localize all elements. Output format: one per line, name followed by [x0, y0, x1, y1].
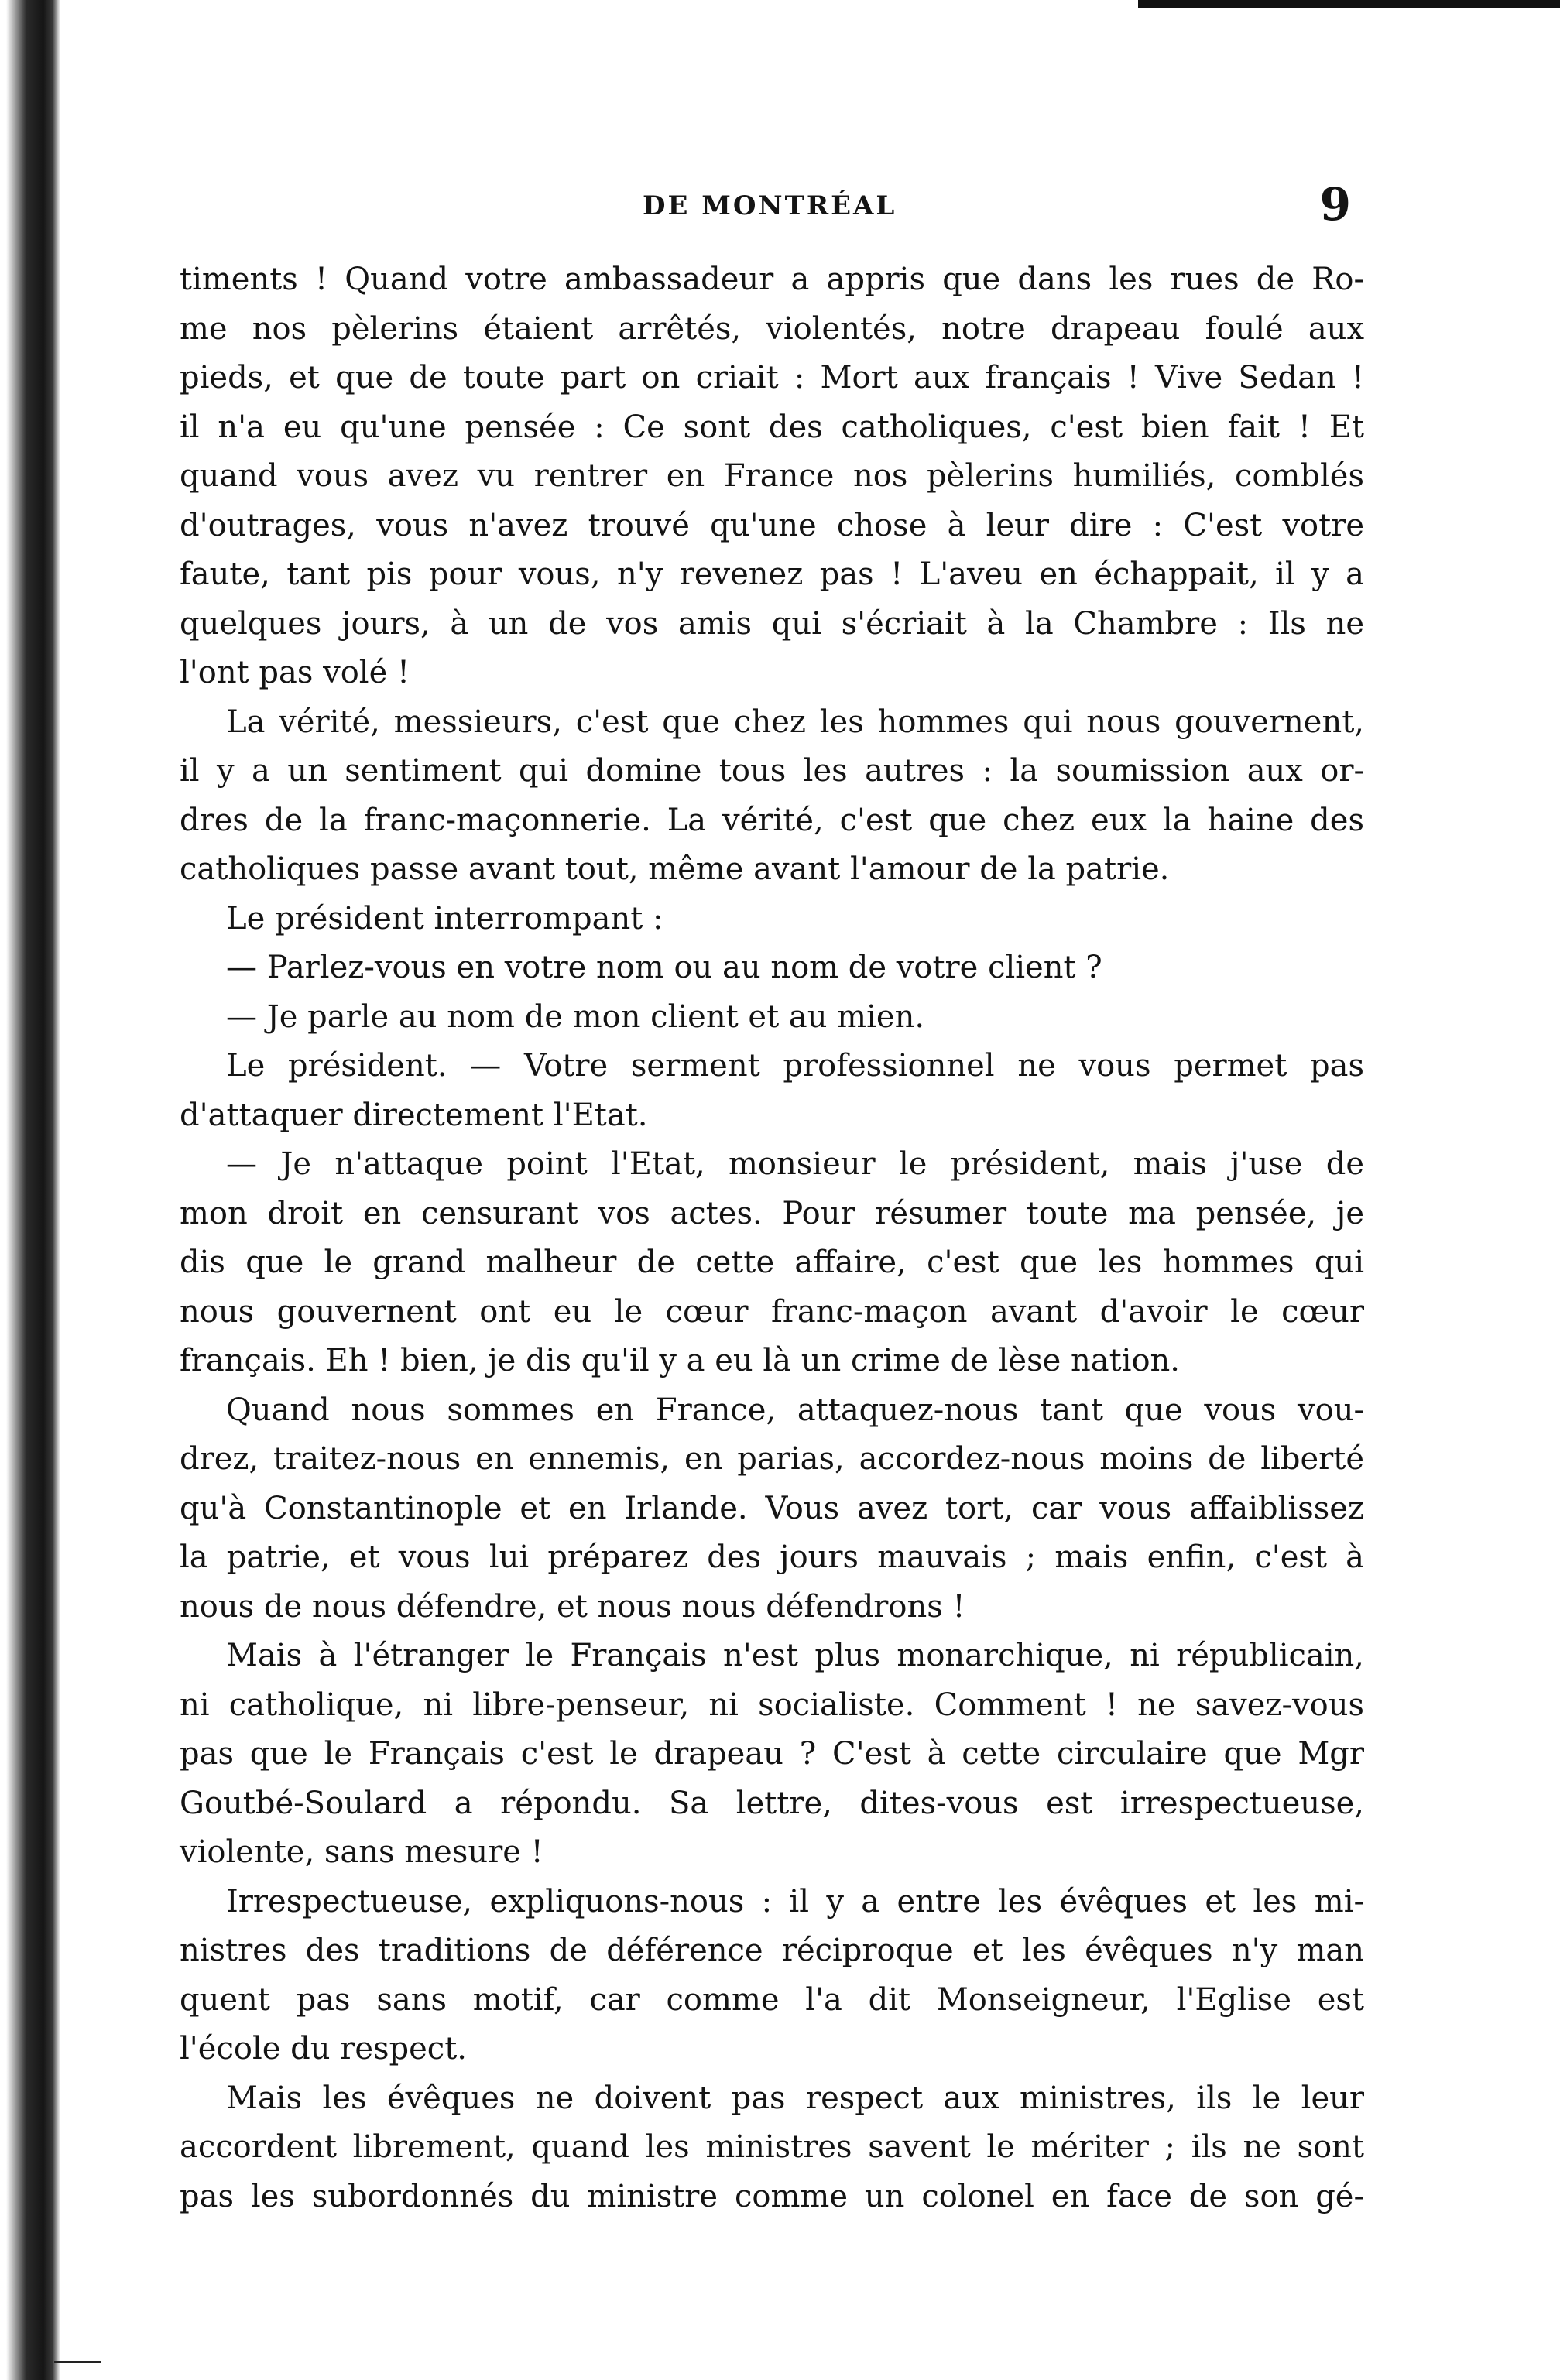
- text-line: Goutbé-Soulard a répondu. Sa lettre, dites-vous est irrespectueuse,: [180, 1785, 1364, 1821]
- text-line: catholiques passe avant tout, même avant l'amour de la patrie.: [180, 851, 1170, 887]
- text-line: d'outrages, vous n'avez trouvé qu'une chose à leur dire : C'est votre: [180, 507, 1364, 543]
- text-line: Le président interrompant :: [226, 900, 663, 937]
- text-line: Le président. — Votre serment professionnel ne vous permet pas: [226, 1048, 1364, 1084]
- text-line: drez, traitez-nous en ennemis, en parias, accordez-nous moins de liberté: [180, 1441, 1364, 1477]
- text-line: pas les subordonnés du ministre comme un colonel en face de son gé-: [180, 2178, 1364, 2214]
- running-title: DE MONTRÉAL: [643, 190, 897, 221]
- text-line: Quand nous sommes en France, attaquez-nous tant que vous vou-: [226, 1392, 1364, 1428]
- text-line: dis que le grand malheur de cette affaire, c'est que les hommes qui: [180, 1245, 1364, 1280]
- text-line: l'école du respect.: [180, 2031, 467, 2067]
- text-line: l'ont pas volé !: [180, 655, 410, 690]
- text-line: la patrie, et vous lui préparez des jours mauvais ; mais enfin, c'est à: [180, 1539, 1364, 1575]
- text-line: — Je n'attaque point l'Etat, monsieur le président, mais j'use de: [226, 1146, 1364, 1182]
- text-line: La vérité, messieurs, c'est que chez les hommes qui nous gouvernent,: [226, 704, 1364, 740]
- text-line: faute, tant pis pour vous, n'y revenez pas ! L'aveu en échappait, il y a: [180, 556, 1364, 592]
- text-line: Mais à l'étranger le Français n'est plus monarchique, ni républicain,: [226, 1638, 1364, 1673]
- text-line: quand vous avez vu rentrer en France nos pèlerins humiliés, comblés: [180, 458, 1364, 494]
- top-rule: [1138, 0, 1560, 8]
- text-line: nous gouvernent ont eu le cœur franc-maçon avant d'avoir le cœur: [180, 1293, 1364, 1330]
- body-text: [180, 255, 1364, 2221]
- text-line: timents ! Quand votre ambassadeur a appris que dans les rues de Ro-: [180, 262, 1364, 297]
- text-line: il y a un sentiment qui domine tous les autres : la soumission aux or-: [180, 753, 1364, 789]
- text-line: violente, sans mesure !: [180, 1834, 543, 1870]
- text-line: mon droit en censurant vos actes. Pour résumer toute ma pensée, je: [180, 1195, 1364, 1231]
- text-line: ni catholique, ni libre-penseur, ni socialiste. Comment ! ne savez-vous: [180, 1687, 1364, 1723]
- text-line: nistres des traditions de déférence réciproque et les évêques n'y man: [180, 1933, 1364, 1968]
- page-corner-mark: [54, 2361, 101, 2363]
- text-line: quent pas sans motif, car comme l'a dit Monseigneur, l'Eglise est: [180, 1981, 1364, 2018]
- text-line: — Parlez-vous en votre nom ou au nom de votre client ?: [226, 950, 1102, 985]
- text-line: quelques jours, à un de vos amis qui s'écriait à la Chambre : Ils ne: [180, 605, 1364, 642]
- text-line: français. Eh ! bien, je dis qu'il y a eu là un crime de lèse nation.: [180, 1343, 1181, 1378]
- text-line: dres de la franc-maçonnerie. La vérité, c'est que chez eux la haine des: [180, 802, 1364, 838]
- text-line: il n'a eu qu'une pensée : Ce sont des catholiques, c'est bien fait ! Et: [180, 409, 1364, 445]
- text-line: Irrespectueuse, expliquons-nous : il y a entre les évêques et les mi-: [226, 1883, 1364, 1919]
- text-line: nous de nous défendre, et nous nous défendrons !: [180, 1588, 965, 1625]
- text-line: qu'à Constantinople et en Irlande. Vous avez tort, car vous affaiblissez: [180, 1490, 1364, 1526]
- text-line: d'attaquer directement l'Etat.: [180, 1097, 648, 1133]
- text-line: — Je parle au nom de mon client et au mien.: [226, 998, 925, 1035]
- page-number: 9: [1319, 178, 1351, 231]
- text-line: pieds, et que de toute part on criait : Mort aux français ! Vive Sedan !: [180, 360, 1364, 396]
- page-header: [178, 178, 1374, 232]
- text-line: accordent librement, quand les ministres savent le mériter ; ils ne sont: [180, 2129, 1364, 2165]
- text-line: pas que le Français c'est le drapeau ? C'est à cette circulaire que Mgr: [180, 1736, 1364, 1772]
- text-line: me nos pèlerins étaient arrêtés, violentés, notre drapeau foulé aux: [180, 310, 1364, 347]
- page-binding-edge: [0, 0, 60, 2380]
- text-line: Mais les évêques ne doivent pas respect aux ministres, ils le leur: [226, 2080, 1364, 2116]
